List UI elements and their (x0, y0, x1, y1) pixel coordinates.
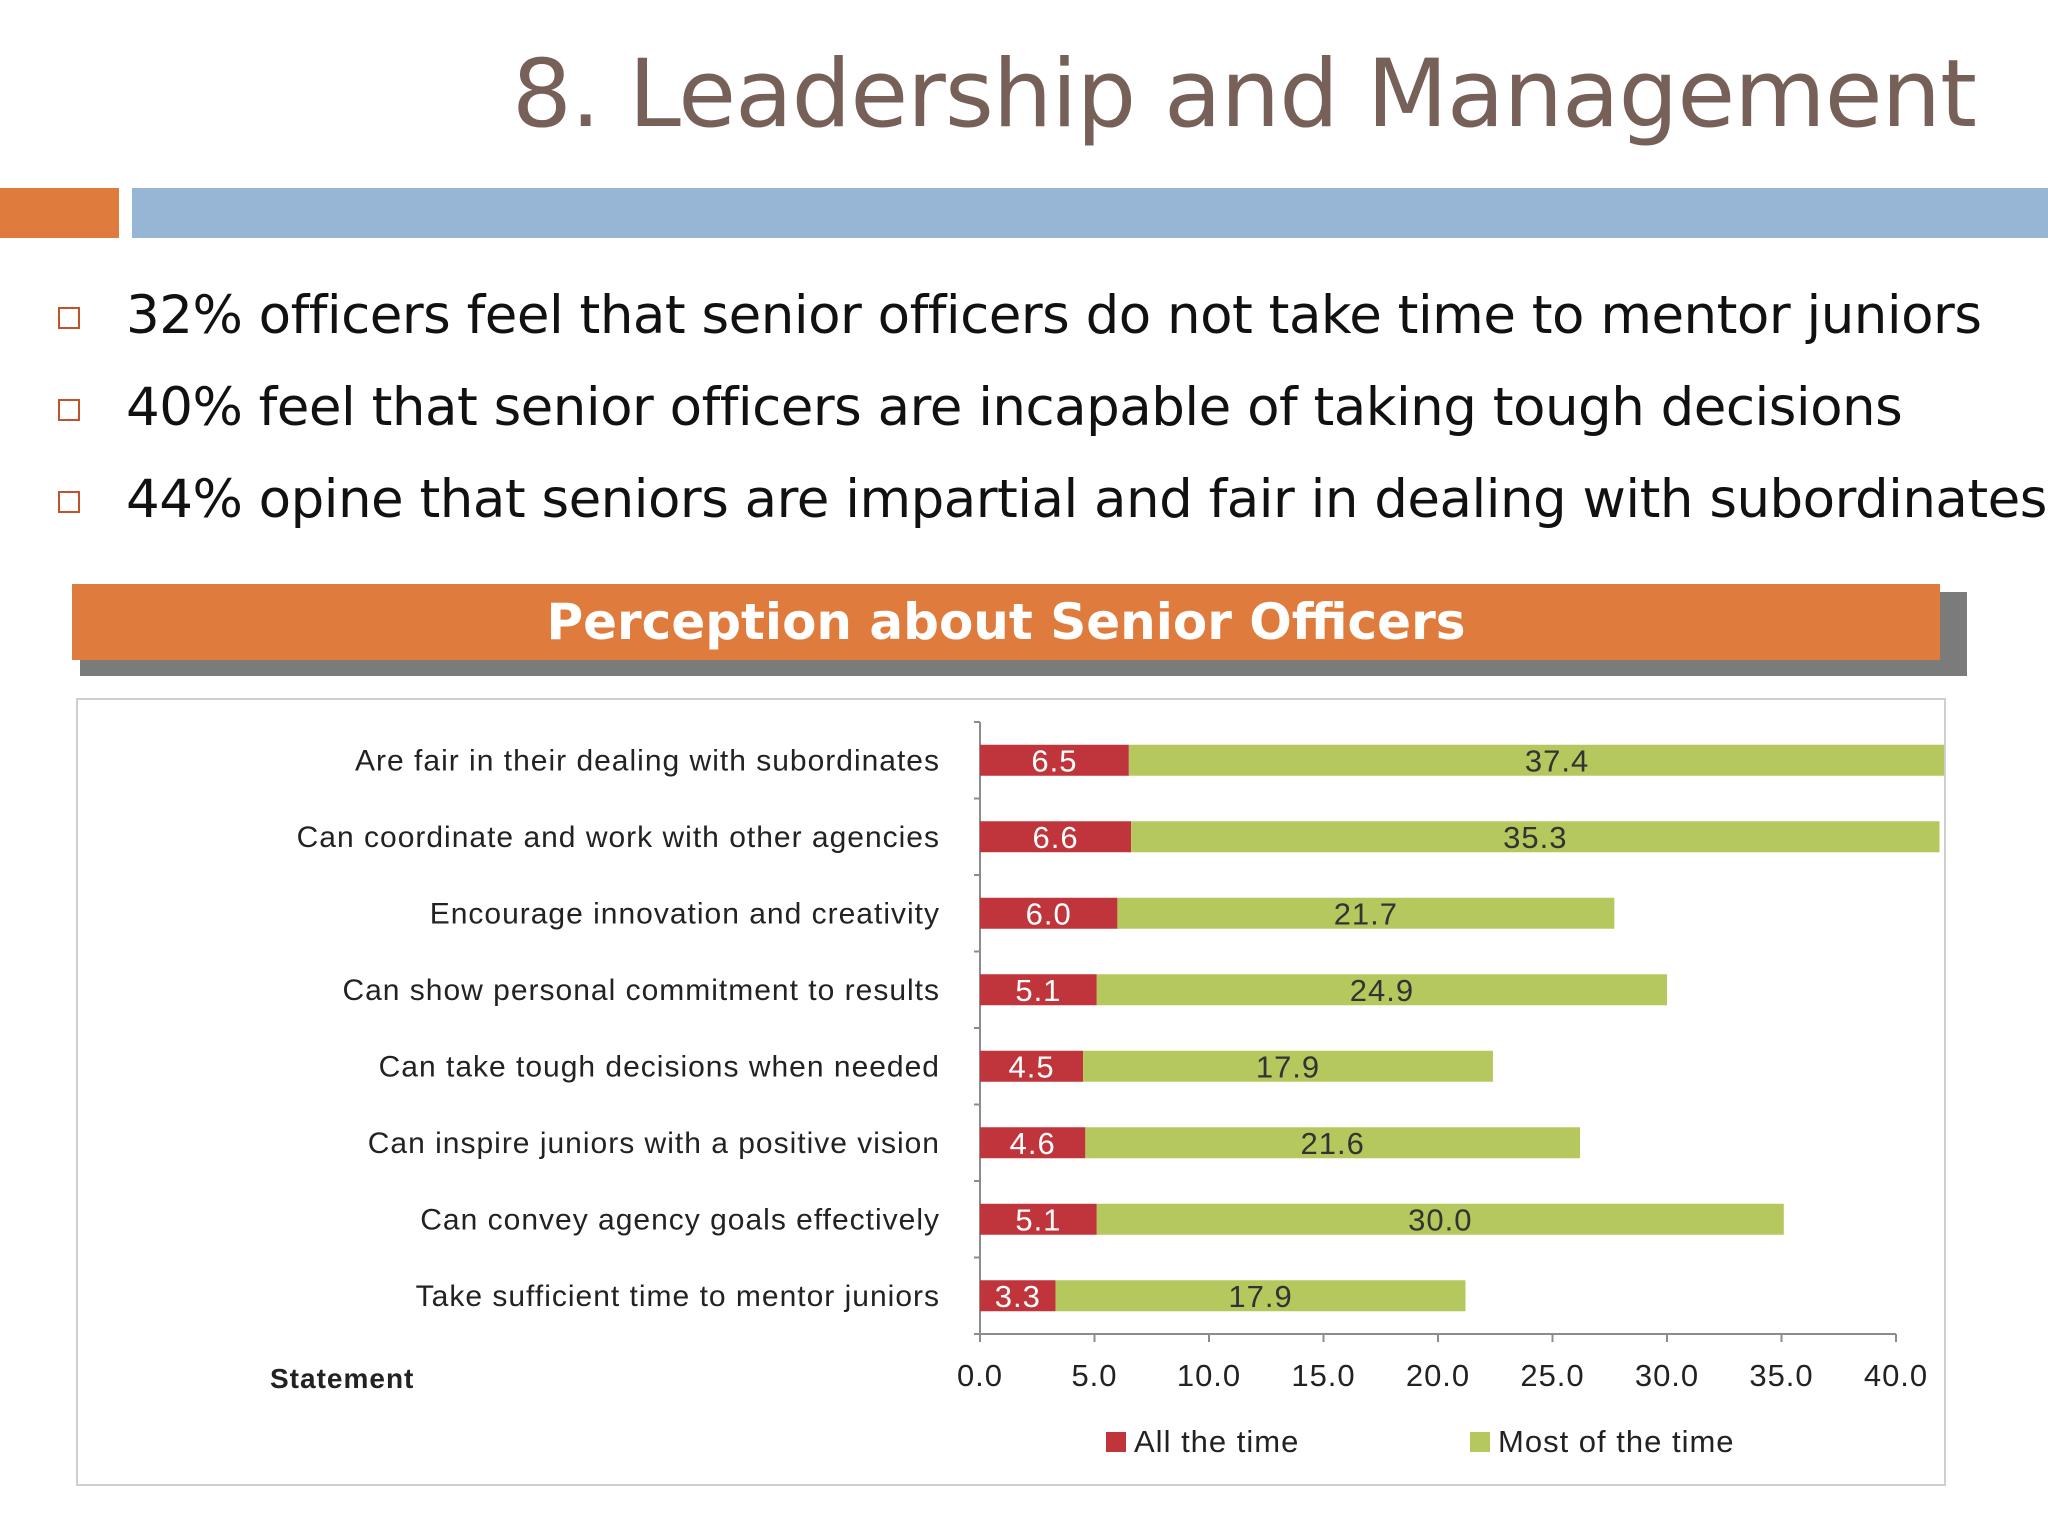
bar-chart (78, 700, 1944, 1484)
chart-frame (76, 698, 1946, 1486)
accent-bar-orange (0, 188, 119, 238)
data-label: 30.0 (1408, 1202, 1473, 1238)
category-label: Can show personal commitment to results (342, 973, 940, 1007)
x-tick-label: 30.0 (1634, 1358, 1700, 1393)
square-bullet-icon (58, 399, 80, 421)
slide-title: 8. Leadership and Management (511, 40, 1976, 149)
x-tick-label: 40.0 (1863, 1358, 1929, 1393)
square-bullet-icon (58, 491, 80, 513)
data-label: 4.5 (1008, 1049, 1055, 1085)
chart-banner (72, 584, 1940, 660)
data-label: 35.3 (1503, 819, 1568, 855)
data-label: 6.5 (1031, 743, 1078, 779)
legend-label: Most of the time (1498, 1424, 1735, 1459)
square-bullet-icon (58, 307, 80, 329)
category-label: Take sufficient time to mentor juniors (415, 1279, 940, 1313)
legend-swatch (1106, 1432, 1126, 1452)
axis-title: Statement (270, 1363, 415, 1394)
data-label: 37.4 (1524, 743, 1590, 779)
data-label: 5.1 (1015, 972, 1062, 1008)
data-label: 21.6 (1300, 1125, 1365, 1161)
data-label: 17.9 (1228, 1278, 1293, 1314)
x-tick-label: 5.0 (1071, 1358, 1118, 1393)
data-label: 17.9 (1255, 1049, 1321, 1085)
legend-label: All the time (1134, 1424, 1300, 1459)
banner-title: Perception about Senior Officers (546, 593, 1466, 651)
data-label: 21.7 (1333, 896, 1399, 932)
legend-swatch (1470, 1432, 1490, 1452)
bullet-text: 44% opine that seniors are impartial and fair in dealing with subordinates (126, 469, 2047, 530)
category-label: Can convey agency goals effectively (420, 1203, 940, 1237)
bullet-text: 32% officers feel that senior officers do not take time to mentor juniors (126, 285, 1982, 346)
category-label: Are fair in their dealing with subordinates (355, 744, 940, 778)
data-label: 4.6 (1009, 1125, 1056, 1161)
x-tick-label: 25.0 (1520, 1358, 1585, 1393)
x-tick-label: 15.0 (1291, 1358, 1356, 1393)
x-tick-label: 10.0 (1176, 1358, 1242, 1393)
x-tick-label: 35.0 (1749, 1358, 1814, 1393)
category-label: Can inspire juniors with a positive vision (367, 1126, 940, 1160)
data-label: 6.6 (1032, 819, 1079, 855)
bullet-text: 40% feel that senior officers are incapable of taking tough decisions (126, 377, 1903, 438)
data-label: 3.3 (994, 1278, 1041, 1314)
data-label: 24.9 (1349, 972, 1415, 1008)
category-label: Can coordinate and work with other agencies (296, 820, 940, 854)
category-label: Can take tough decisions when needed (378, 1050, 940, 1084)
accent-bar-blue (132, 188, 2048, 238)
data-label: 6.0 (1025, 896, 1072, 932)
x-tick-label: 20.0 (1405, 1358, 1471, 1393)
category-label: Encourage innovation and creativity (429, 897, 940, 931)
x-tick-label: 0.0 (956, 1358, 1004, 1393)
data-label: 5.1 (1015, 1202, 1062, 1238)
